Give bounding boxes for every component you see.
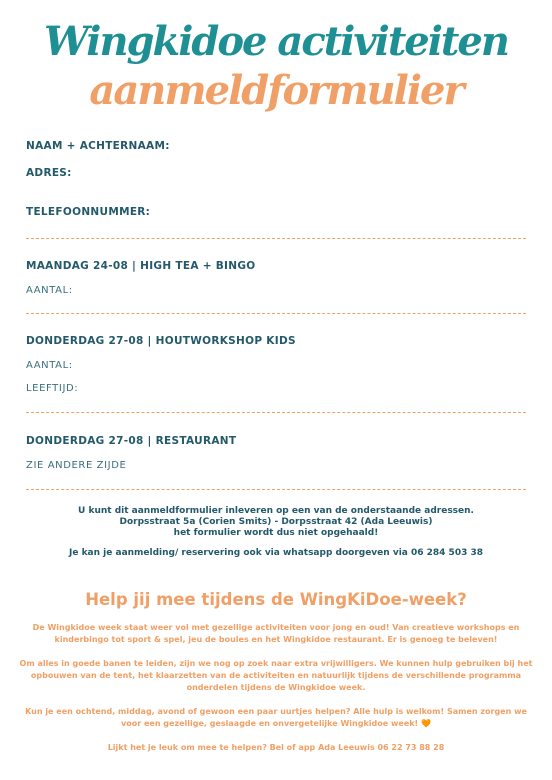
heart-icon: 🧡 [420,719,431,728]
event-field-amount: AANTAL: [26,285,73,296]
event-title-hightea: MAANDAG 24-08 | HIGH TEA + BINGO [26,260,256,272]
form-subtitle: aanmeldformulier [89,67,463,114]
divider [26,238,526,239]
divider [26,313,526,314]
event-title-workshop: DONDERDAG 27-08 | HOUTWORKSHOP KIDS [26,335,296,347]
address-label: ADRES: [26,167,72,179]
event-field-age: LEEFTIJD: [26,383,79,394]
submission-info: U kunt dit aanmeldformulier inleveren op een van de onderstaande adressen. [78,506,474,516]
help-paragraph-volunteers: Om alles in goede banen te leiden, zijn we nog op zoek naar extra vrijwilligers. We kunnen hulp gebruiken bij het opbouwen van de tent, het klaarzetten van de activiteiten en natuurlijk tijdens de verschillende programma onderdelen tijdens de Wingkidoe week. [19,659,533,692]
submission-addresses: Dorpsstraat 5a (Corien Smits) - Dorpsstraat 42 (Ada Leeuwis) [119,517,433,527]
form-title: Wingkidoe activiteiten [44,18,508,65]
help-paragraph-welcome [18,706,534,730]
event-title-restaurant: DONDERDAG 27-08 | RESTAURANT [26,435,237,447]
submission-note: het formulier wordt dus niet opgehaald! [173,528,379,538]
help-title: Help jij mee tijdens de WingKiDoe-week? [85,590,467,609]
event-field-note: ZIE ANDERE ZIJDE [26,460,127,471]
help-contact: Lijkt het je leuk om mee te helpen? Bel of app Ada Leeuwis 06 22 73 88 28 [107,743,445,752]
help-paragraph-welcome-text: Kun je een ochtend, middag, avond of gewoon een paar uurtjes helpen? Alle hulp is welkom! Samen zorgen we voor een gezellige, geslaagde en onvergetelijke Wingkidoe week! [25,707,527,728]
name-label: NAAM + ACHTERNAAM: [26,140,170,152]
whatsapp-info: Je kan je aanmelding/ reservering ook via whatsapp doorgeven via 06 284 503 38 [68,548,484,558]
help-paragraph-intro: De Wingkidoe week staat weer vol met gezellige activiteiten voor jong en oud! Van creatieve workshops en kinderbingo tot sport & spel, jeu de boules en het Wingkidoe restaurant. Er is genoeg te beleven! [32,623,520,644]
divider [26,412,526,413]
phone-label: TELEFOONNUMMER: [26,206,151,218]
event-field-amount: AANTAL: [26,360,73,371]
divider [26,489,526,490]
